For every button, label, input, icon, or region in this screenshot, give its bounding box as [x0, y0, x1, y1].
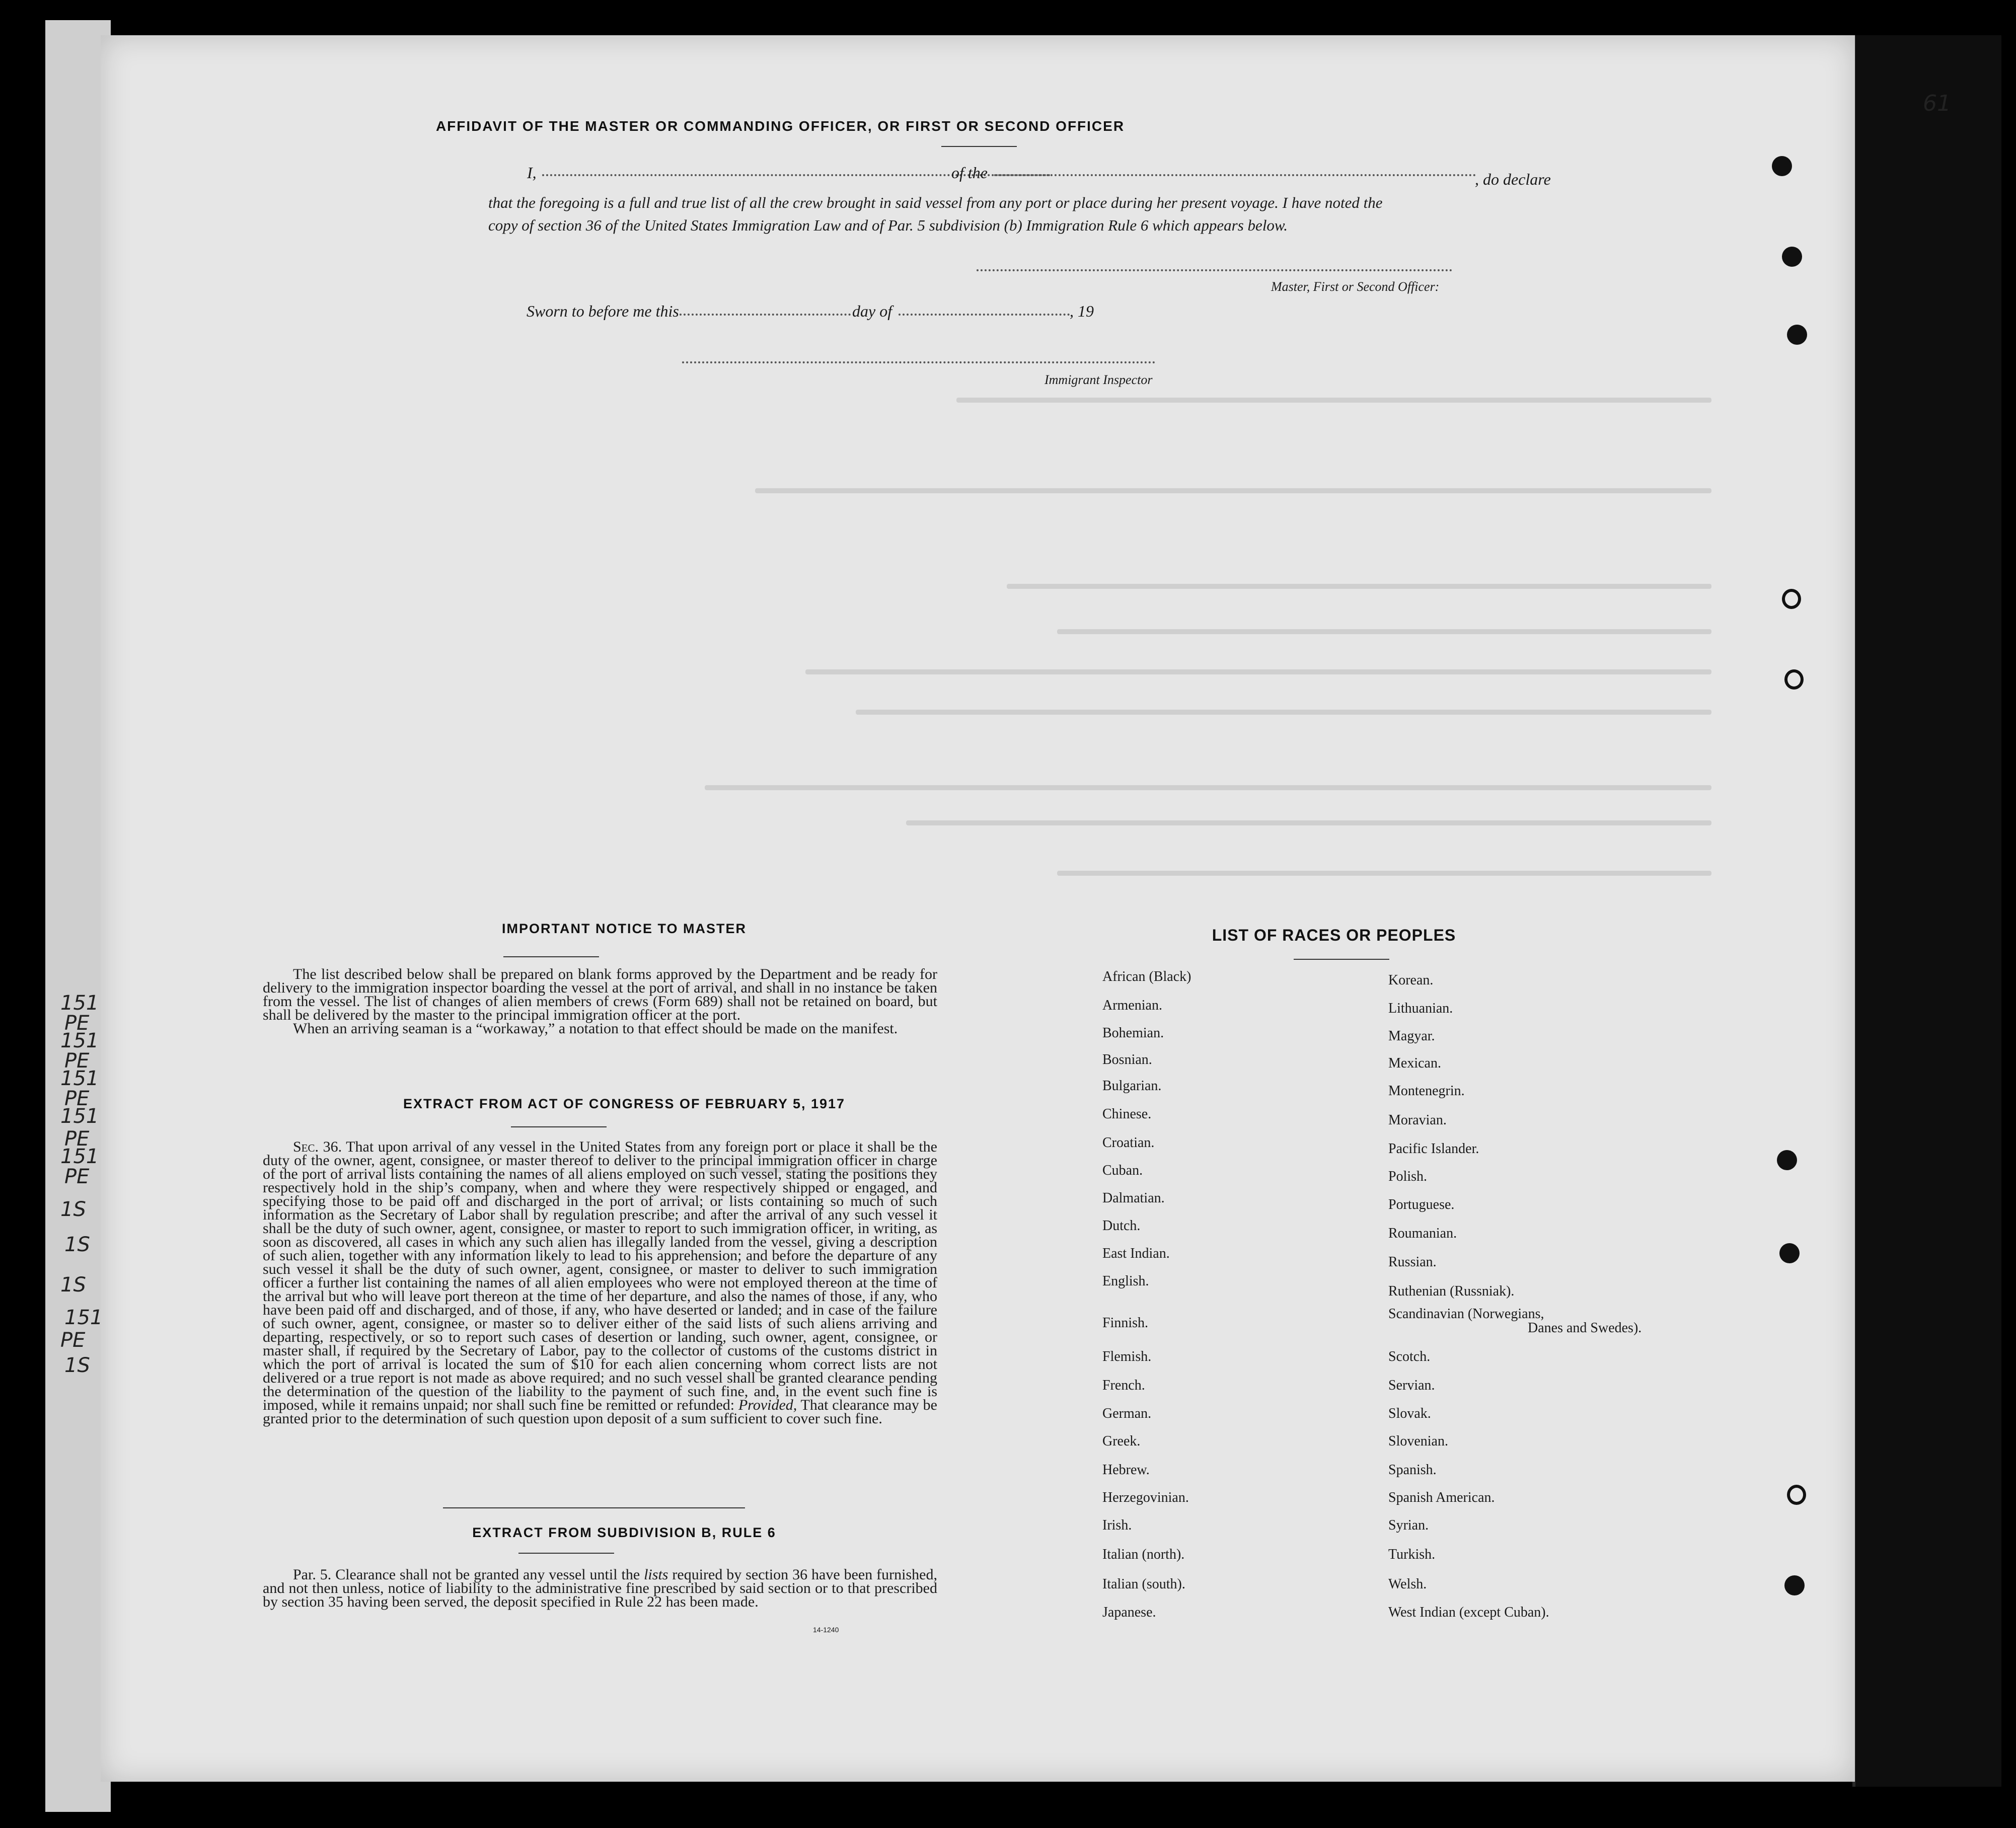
- race-item: Syrian.: [1388, 1517, 1429, 1533]
- race-item: Bosnian.: [1102, 1052, 1152, 1068]
- margin-note: 1S: [60, 1198, 86, 1221]
- margin-note: PE: [64, 1165, 90, 1188]
- binder-hole: [1787, 325, 1807, 345]
- race-item: Slovenian.: [1388, 1433, 1448, 1449]
- rule-extract-text: [263, 1568, 937, 1609]
- master-caption: Master, First or Second Officer:: [1271, 279, 1440, 294]
- race-scandinavian-cont: Danes and Swedes).: [1528, 1320, 1642, 1336]
- notice-title: IMPORTANT NOTICE TO MASTER: [502, 921, 746, 936]
- race-item: Polish.: [1388, 1169, 1428, 1184]
- race-item: Finnish.: [1102, 1315, 1149, 1331]
- act-extract-end-rule: [443, 1507, 745, 1508]
- race-item: Scandinavian (Norwegians,: [1388, 1306, 1544, 1322]
- inspector-signature-blank: [682, 361, 1155, 363]
- rule-extract-title-rule: [518, 1553, 614, 1554]
- race-item: West Indian (except Cuban).: [1388, 1605, 1549, 1620]
- margin-note: 151: [60, 992, 99, 1015]
- race-item: Scotch.: [1388, 1349, 1431, 1364]
- sworn-label: Sworn to before me this: [527, 302, 679, 320]
- race-item: Bulgarian.: [1102, 1078, 1162, 1094]
- affidavit-line3: copy of section 36 of the United States Immigration Law and of Par. 5 subdivision (b) Immigration Rule 6 which appears below.: [488, 216, 1288, 234]
- race-item: Herzegovinian.: [1102, 1490, 1189, 1505]
- race-item: Flemish.: [1102, 1349, 1152, 1364]
- race-item: Magyar.: [1388, 1028, 1435, 1044]
- race-item: Montenegrin.: [1388, 1083, 1465, 1099]
- margin-note: PE: [64, 1087, 90, 1110]
- race-item: Japanese.: [1102, 1605, 1156, 1620]
- race-item: Italian (south).: [1102, 1576, 1185, 1592]
- binder-hole: [1772, 156, 1792, 176]
- race-item: Welsh.: [1388, 1576, 1427, 1592]
- race-item: Lithuanian.: [1388, 1001, 1453, 1016]
- margin-note: 151: [60, 1029, 99, 1052]
- margin-note: PE: [64, 1127, 90, 1151]
- binder-hole: [1787, 1485, 1806, 1505]
- race-item: Ruthenian (Russniak).: [1388, 1283, 1515, 1299]
- notice-text: [263, 967, 937, 1035]
- race-item: Slovak.: [1388, 1406, 1431, 1421]
- race-item: Portuguese.: [1388, 1197, 1455, 1212]
- race-item: Pacific Islander.: [1388, 1141, 1479, 1157]
- race-item: Turkish.: [1388, 1547, 1436, 1562]
- margin-note: PE: [64, 1049, 90, 1073]
- par5-a: Par. 5. Clearance shall not be granted any vessel until the: [293, 1566, 640, 1583]
- margin-note: 1S: [60, 1273, 86, 1297]
- act-extract-title: EXTRACT FROM ACT OF CONGRESS OF FEBRUARY 5, 1917: [403, 1096, 846, 1111]
- year-label: , 19: [1070, 302, 1094, 320]
- binder-hole: [1779, 1243, 1800, 1263]
- sworn-month-blank: [899, 314, 1070, 316]
- race-item: Spanish.: [1388, 1462, 1437, 1478]
- form-number: 14-1240: [813, 1626, 839, 1634]
- margin-note: 151: [64, 1306, 103, 1329]
- race-item: Dutch.: [1102, 1218, 1141, 1234]
- race-item: Cuban.: [1102, 1163, 1143, 1178]
- affidavit-of-the: of the: [951, 164, 988, 182]
- proviso: Provided,: [738, 1397, 797, 1413]
- act-extract-rule: [511, 1126, 607, 1127]
- race-item: Greek.: [1102, 1433, 1141, 1449]
- margin-note: PE: [60, 1329, 86, 1352]
- sworn-day-blank: [680, 314, 851, 316]
- section-36-tail: That clearance may be granted prior to the determination of such question upon deposit of a sum sufficient to cover such fine.: [263, 1397, 937, 1427]
- binder-hole: [1782, 589, 1801, 609]
- notice-para-1: The list described below shall be prepared on blank forms approved by the Department and be ready for delivery to the immigration inspector boarding the vessel at the port of arrival, and shall in no instance be taken from the vessel. The list of changes of alien members of crews (Form 689) shall not be retained on board, but shall be delivered by the master to the principal immigration officer at the port.: [263, 966, 937, 1023]
- affidavit-i: I,: [527, 164, 537, 182]
- race-item: Dalmatian.: [1102, 1190, 1165, 1206]
- affidavit-title-rule: [941, 146, 1017, 147]
- race-item: Bohemian.: [1102, 1025, 1164, 1041]
- page-number: 61: [1923, 91, 1951, 116]
- races-title: LIST OF RACES OR PEOPLES: [1212, 926, 1456, 944]
- race-item: Italian (north).: [1102, 1547, 1185, 1562]
- binder-hole: [1784, 669, 1804, 690]
- race-item: Korean.: [1388, 972, 1434, 988]
- section-36-text: That upon arrival of any vessel in the United States from any foreign port or place it shall be the duty of the owner, agent, consignee, or master thereof to deliver to the principal immigration officer in charge of the port of arrival lists containing the names of all aliens employed on such vessel, stating the positions they respectively hold in the ship’s company, when and where they were respectively shipped or engaged, and specifying those to be paid off and discharged in the port of arrival; or lists containing so much of such information as the Secretary of Labor shall by regulation prescribe; and after the arrival of any such vessel it shall be the duty of such owner, agent, consignee, or master to report to such immigration officer, in writing, as soon as discovered, all cases in which any such alien has illegally landed from the vessel, giving a description of such alien, together with any information likely to lead to his apprehension; and before the departure of any such vessel it shall be the duty of such owner, agent, consignee, or master to deliver to such immigration officer a further list containing the names of all alien employees who were not employed thereon at the time of the arrival but who will leave port thereon at the time of her departure, and also the names of those, if any, who have been paid off and discharged, and of those, if any, who have deserted or landed; and in case of the failure of such owner, agent, consignee, or master so to deliver either of the said lists of such aliens arriving and departing, respectively, or so to report such cases of desertion or landing, such owner, agent, consignee, or master shall, if required by the Secretary of Labor, pay to the collector of customs of the customs district in which the port of arrival is located the sum of $10 for each alien concerning whom correct lists are not delivered or a true report is not made as above required; and no such vessel shall be granted clearance pending the determination of the question of the liability to the payment of such fine, and, in the event such fine is imposed, while it remains unpaid; nor shall such fine be remitted or refunded:: [263, 1138, 937, 1413]
- races-title-rule: [1294, 959, 1389, 960]
- section-lead: Sec. 36.: [293, 1138, 342, 1155]
- margin-note: 1S: [64, 1354, 90, 1377]
- race-item: Hebrew.: [1102, 1462, 1150, 1478]
- race-item: Croatian.: [1102, 1135, 1155, 1151]
- race-item: German.: [1102, 1406, 1152, 1421]
- race-item: Armenian.: [1102, 998, 1162, 1013]
- race-item: Mexican.: [1388, 1055, 1441, 1071]
- day-of-label: day of: [852, 302, 892, 320]
- race-item: East Indian.: [1102, 1246, 1170, 1261]
- binder-hole: [1782, 247, 1802, 267]
- race-item: Irish.: [1102, 1517, 1132, 1533]
- race-item: Servian.: [1388, 1378, 1435, 1393]
- race-item: Russian.: [1388, 1254, 1437, 1270]
- inspector-caption: Immigrant Inspector: [1044, 372, 1153, 387]
- margin-note: 1S: [64, 1233, 90, 1256]
- master-signature-blank: [977, 269, 1452, 271]
- binder-hole: [1784, 1575, 1805, 1595]
- race-item: English.: [1102, 1273, 1149, 1289]
- affidavit-title: AFFIDAVIT OF THE MASTER OR COMMANDING OFFICER, OR FIRST OR SECOND OFFICER: [435, 118, 1125, 134]
- race-item: French.: [1102, 1378, 1145, 1393]
- par5-lists: lists: [644, 1566, 668, 1583]
- binder-hole: [1777, 1150, 1797, 1170]
- binder-edge-right: [1852, 35, 2001, 1787]
- margin-note: 151: [60, 1145, 99, 1168]
- par5-b: required by section 36 have been furnished, and not then unless, notice of liability to the administrative fine prescribed by said section or to that prescribed by section 35 having been served, the deposit specified in Rule 22 has been made.: [263, 1566, 937, 1610]
- margin-note: PE: [64, 1012, 90, 1035]
- manifest-page: [101, 35, 1951, 1782]
- race-item: African (Black): [1102, 969, 1191, 984]
- vessel-blank: [994, 174, 1476, 176]
- race-item: Moravian.: [1388, 1112, 1447, 1128]
- margin-note: 151: [60, 1067, 99, 1090]
- notice-para-2: When an arriving seaman is a “workaway,” a notation to that effect should be made on the manifest.: [293, 1020, 898, 1037]
- race-item: Spanish American.: [1388, 1490, 1495, 1505]
- notice-title-rule: [503, 956, 599, 957]
- act-extract-text: [263, 1140, 937, 1425]
- affidavit-line2: that the foregoing is a full and true list of all the crew brought in said vessel from any port or place during her present voyage. I have noted the: [488, 194, 1383, 211]
- rule-extract-title: EXTRACT FROM SUBDIVISION B, RULE 6: [472, 1525, 776, 1540]
- race-item: Chinese.: [1102, 1106, 1152, 1122]
- race-item: Roumanian.: [1388, 1226, 1457, 1241]
- margin-note: 151: [60, 1105, 99, 1128]
- affidavit-declare: , do declare: [1475, 170, 1551, 188]
